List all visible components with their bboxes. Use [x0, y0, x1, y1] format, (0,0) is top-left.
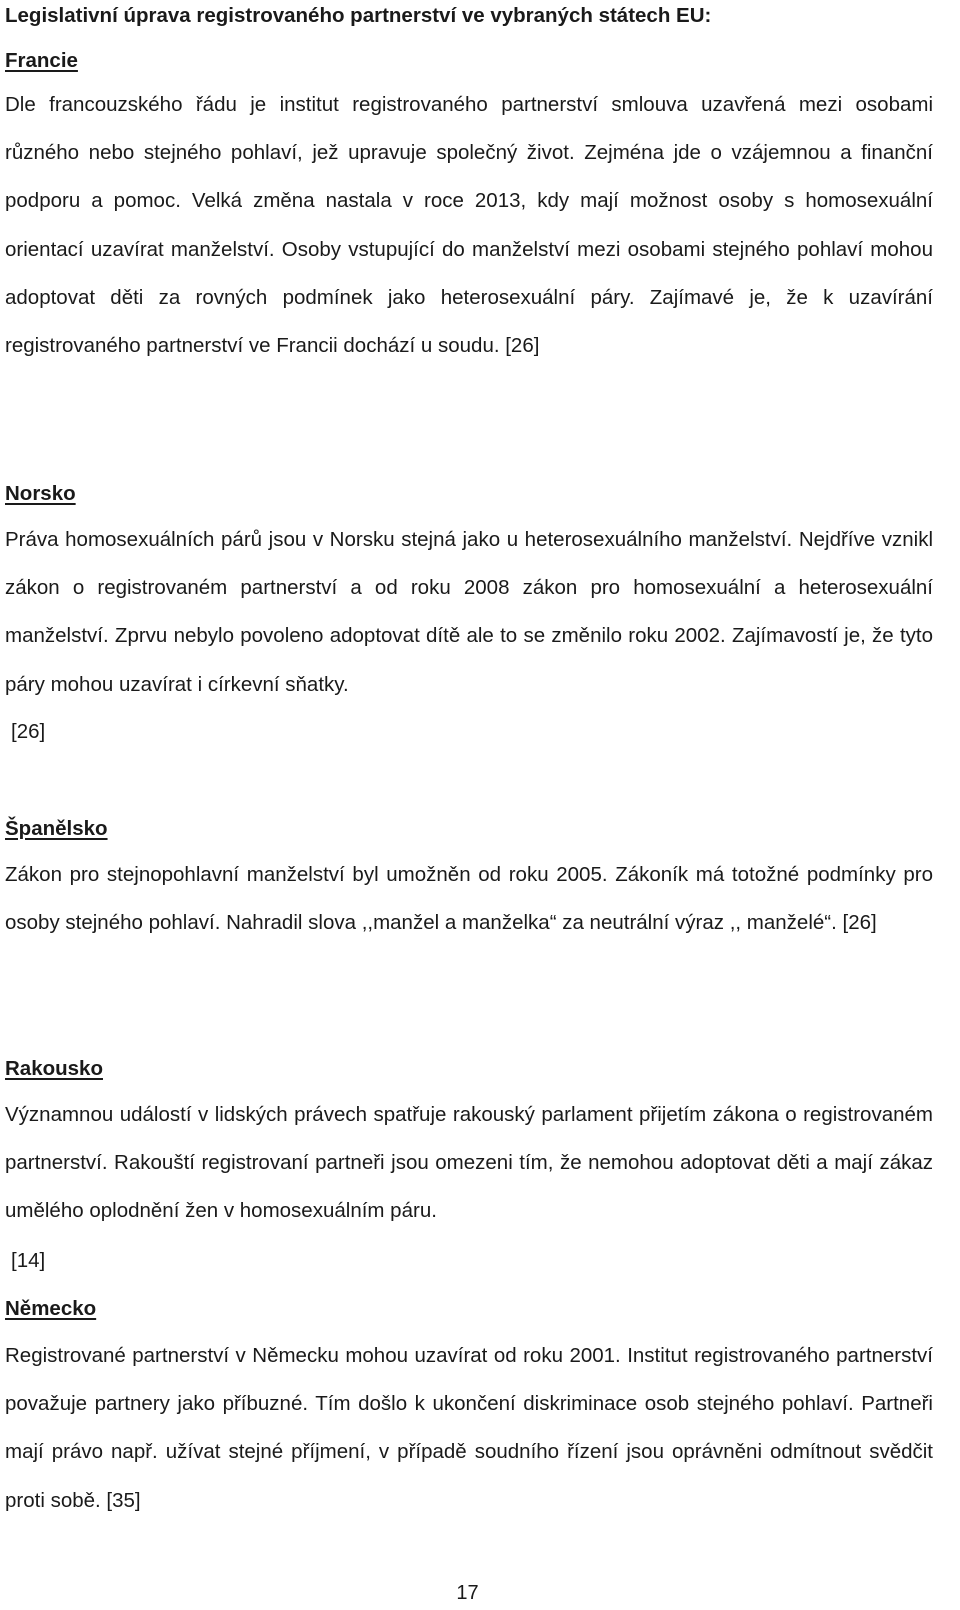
section-heading-rakousko: Rakousko [5, 1057, 103, 1080]
section-reference-norsko: [26] [11, 720, 46, 743]
section-heading-spanelsko: Španělsko [5, 817, 108, 840]
document-title: Legislativní úprava registrovaného partnerství ve vybraných státech EU: [5, 4, 712, 27]
section-text-spanelsko: Zákon pro stejnopohlavní manželství byl umožněn od roku 2005. Zákoník má totožné podmínky pro osoby stejného pohlaví. Nahradil slova ,,manžel a manželka“ za neutrální výraz ,, manželé“. [26] [5, 863, 933, 935]
section-heading-nemecko: Německo [5, 1297, 97, 1320]
section-text-norsko: Práva homosexuálních párů jsou v Norsku stejná jako u heterosexuálního manželství. Nejdříve vznikl zákon o registrovaném partnerství a od roku 2008 zákon pro homosexuální a heterosexuální manželství. Zprvu nebylo povoleno adoptovat dítě ale to se změnilo roku 2002. Zajímavostí je, že tyto páry mohou uzavírat i církevní sňatky. [5, 528, 933, 696]
section-heading-francie: Francie [5, 49, 78, 72]
section-reference-rakousko: [14] [11, 1249, 46, 1272]
section-text-nemecko: Registrované partnerství v Německu mohou uzavírat od roku 2001. Institut registrovaného partnerství považuje partnery jako příbuzné. Tím došlo k ukončení diskriminace osob stejného pohlaví. Partneři mají právo např. užívat stejné příjmení, v případě soudního řízení jsou oprávněni odmítnout svědčit proti sobě. [35] [5, 1344, 933, 1512]
page-number: 17 [456, 1582, 479, 1604]
section-text-francie: Dle francouzského řádu je institut registrovaného partnerství smlouva uzavřená mezi osobami různého nebo stejného pohlaví, jež upravuje společný život. Zejména jde o vzájemnou a finanční podporu a pomoc. Velká změna nastala v roce 2013, kdy mají možnost osoby s homosexuální orientací uzavírat manželství. Osoby vstupující do manželství mezi osobami stejného pohlaví mohou adoptovat děti za rovných podmínek jako heterosexuální páry. Zajímavé je, že k uzavírání registrovaného partnerství ve Francii dochází u soudu. [26] [5, 93, 933, 358]
section-text-rakousko: Významnou událostí v lidských právech spatřuje rakouský parlament přijetím zákona o registrovaném partnerství. Rakouští registrovaní partneři jsou omezeni tím, že nemohou adoptovat děti a mají zákaz umělého oplodnění žen v homosexuálním páru. [5, 1103, 933, 1223]
section-heading-norsko: Norsko [5, 482, 76, 505]
